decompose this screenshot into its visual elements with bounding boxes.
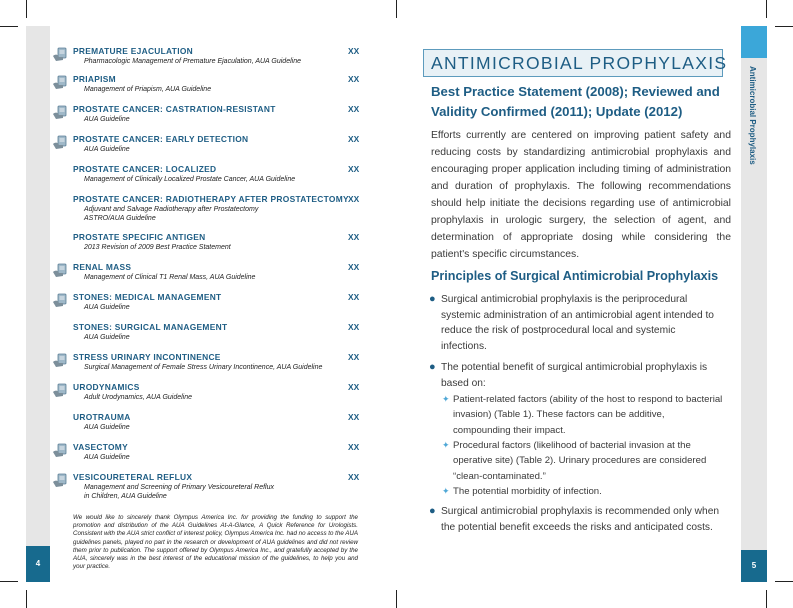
toc-entry-title: PRIAPISM [73, 74, 116, 84]
toc-entry-title: PREMATURE EJACULATION [73, 46, 193, 56]
toc-entry[interactable] [50, 382, 360, 402]
toc-entry-subtitle: AUA Guideline [84, 116, 130, 123]
guideline-icon [52, 135, 68, 151]
bullet-text: Surgical antimicrobial prophylaxis is recommended only when the potential benefit exceeds the risks and anticipated costs. [441, 506, 720, 533]
toc-entry-page: XX [348, 472, 360, 482]
crop-mark [766, 0, 767, 18]
guideline-icon [52, 383, 68, 399]
crop-mark [0, 26, 18, 27]
bullet-text: The potential benefit of surgical antimicrobial prophylaxis is based on: [441, 362, 708, 389]
toc-entry[interactable] [50, 292, 360, 312]
right-page-number: 5 [741, 550, 767, 582]
guideline-icon [52, 293, 68, 309]
crop-mark [0, 581, 18, 582]
crop-mark [766, 590, 767, 608]
sub-bullet-text: Procedural factors (likelihood of bacterial invasion at the operative site) (Table 2). Urinary procedures are considered “clean-contaminated.” [453, 440, 707, 482]
toc-entry-title: VASECTOMY [73, 442, 128, 452]
toc-entry-page: XX [348, 134, 360, 144]
toc-entry-title: UROTRAUMA [73, 412, 131, 422]
toc-entry[interactable] [50, 472, 360, 501]
toc-entry[interactable] [50, 164, 360, 184]
toc-entry-subtitle: Management and Screening of Primary Vesicoureteral Reflux [84, 484, 275, 491]
toc-entry[interactable] [50, 262, 360, 282]
crop-mark [775, 26, 793, 27]
toc-entry-title: STRESS URINARY INCONTINENCE [73, 352, 221, 362]
section-tab-label: Antimicrobial Prophylaxis [748, 66, 757, 165]
sub-bullet-text: The potential morbidity of infection. [453, 486, 602, 497]
toc-entry-subtitle: 2013 Revision of 2009 Best Practice Statement [84, 244, 231, 251]
toc-entry[interactable] [50, 412, 360, 432]
toc-entry-page: XX [348, 292, 360, 302]
toc-entry-title: RENAL MASS [73, 262, 132, 272]
toc-entry-page: XX [348, 382, 360, 392]
toc-entry-subtitle: AUA Guideline [84, 454, 130, 461]
sub-bullet-item [442, 438, 723, 484]
toc-entry-subtitle: Adult Urodynamics, AUA Guideline [84, 394, 193, 401]
left-page-number: 4 [26, 546, 50, 582]
bullet-dot-icon: ● [429, 293, 436, 305]
toc-entry[interactable] [50, 352, 360, 372]
sub-bullet-plus-icon: ✦ [442, 440, 450, 450]
toc-entry[interactable] [50, 74, 360, 94]
toc-entry-page: XX [348, 262, 360, 272]
toc-entry-subtitle: AUA Guideline [84, 334, 130, 341]
statement-heading: Best Practice Statement (2008); Reviewed and Validity Confirmed (2011); Update (2012) [431, 84, 720, 119]
left-margin-strip [26, 26, 50, 582]
toc-entry-title: PROSTATE CANCER: CASTRATION-RESISTANT [73, 104, 276, 114]
guideline-icon [52, 473, 68, 489]
toc-entry-subtitle: Management of Clinically Localized Prostate Cancer, AUA Guideline [84, 176, 296, 183]
toc-entry[interactable] [50, 322, 360, 342]
toc-entry-title: URODYNAMICS [73, 382, 140, 392]
intro-paragraph: Efforts currently are centered on improving patient safety and reducing costs by standardizing antimicrobial prophylaxis and encouraging proper application including timing of administration and duration of prophylaxis. The following recommendations should help initiate the decisions regarding use of antimicrobial prophylaxis in urologic surgery, the selection of agent, and determination of appropriate dosing while considering the patient's specific circumstances. [431, 130, 731, 260]
toc-entry[interactable] [50, 232, 360, 252]
toc-entry-title: PROSTATE CANCER: LOCALIZED [73, 164, 217, 174]
acknowledgement-text: We would like to sincerely thank Olympus America Inc. for providing the funding to support the promotion and distribution of the AUA Guidelines At-A-Glance, A Quick Reference for Urologists. Consistent with the AUA strict conflict of interest policy, Olympus America Inc. had no access to the AUA guidelines panels, played no part in the research or development of AUA guidelines and did not review them prior to publication. The support offered by Olympus America Inc., and gratefully accepted by the AUA, sincerely was in the best interest of the educational mission of the guidelines, to help you and your practice. [73, 514, 358, 571]
guideline-icon [52, 75, 68, 91]
toc-entry-subtitle: Pharmacologic Management of Premature Ejaculation, AUA Guideline [84, 58, 301, 65]
sub-bullet-plus-icon: ✦ [442, 486, 450, 496]
toc-entry-subtitle: Surgical Management of Female Stress Urinary Incontinence, AUA Guideline [84, 364, 323, 371]
sub-bullet-plus-icon: ✦ [442, 394, 450, 404]
bullet-item [429, 360, 721, 391]
toc-entry[interactable] [50, 104, 360, 124]
crop-mark [775, 581, 793, 582]
sub-bullet-text: Patient-related factors (ability of the host to respond to bacterial invasion) (Table 1). These factors can be additive, compounding their impact. [453, 394, 723, 436]
toc-entry-title: PROSTATE SPECIFIC ANTIGEN [73, 232, 206, 242]
toc-entry-page: XX [348, 412, 360, 422]
toc-entry-subtitle: AUA Guideline [84, 146, 130, 153]
toc-entry-page: XX [348, 442, 360, 452]
guideline-icon [52, 353, 68, 369]
principles-heading: Principles of Surgical Antimicrobial Prophylaxis [431, 269, 719, 283]
toc-entry-page: XX [348, 322, 360, 332]
toc-entry-title: STONES: MEDICAL MANAGEMENT [73, 292, 222, 302]
crop-mark [26, 0, 27, 18]
toc-entry-page: XX [348, 104, 360, 114]
toc-entry-subtitle: Management of Priapism, AUA Guideline [84, 86, 212, 93]
toc-entry-title: VESICOURETERAL REFLUX [73, 472, 193, 482]
guideline-icon [52, 263, 68, 279]
toc-entry-title: PROSTATE CANCER: EARLY DETECTION [73, 134, 249, 144]
toc-entry-subtitle: Management of Clinical T1 Renal Mass, AUA Guideline [84, 274, 256, 281]
guideline-icon [52, 47, 68, 63]
toc-entry[interactable] [50, 46, 360, 66]
toc-entry[interactable] [50, 442, 360, 462]
toc-entry[interactable] [50, 134, 360, 154]
bullet-dot-icon: ● [429, 361, 436, 373]
toc-entry-page: XX [348, 46, 360, 56]
guideline-icon [52, 443, 68, 459]
sub-bullet-item [442, 392, 723, 438]
bullet-text: Surgical antimicrobial prophylaxis is the periprocedural systemic administration of an antimicrobial agent intended to reduce the risk of postprocedural local and systemic infections. [441, 294, 714, 352]
toc-entry-title: PROSTATE CANCER: RADIOTHERAPY AFTER PROSTATECTOMY [73, 194, 349, 204]
bullet-dot-icon: ● [429, 505, 436, 517]
toc-entry-title: STONES: SURGICAL MANAGEMENT [73, 322, 228, 332]
crop-mark [396, 590, 397, 608]
toc-entry-subtitle: ASTRO/AUA Guideline [84, 215, 156, 222]
toc-entry[interactable] [50, 194, 360, 223]
toc-entry-subtitle: Adjuvant and Salvage Radiotherapy after Prostatectomy [84, 206, 259, 213]
crop-mark [26, 590, 27, 608]
crop-mark [396, 0, 397, 18]
toc-entry-page: XX [348, 164, 360, 174]
section-tab-marker [741, 26, 767, 58]
toc-entry-subtitle: in Children, AUA Guideline [84, 493, 167, 500]
page-title: ANTIMICROBIAL PROPHYLAXIS [431, 53, 728, 73]
toc-entry-subtitle: AUA Guideline [84, 304, 130, 311]
toc-entry-page: XX [348, 352, 360, 362]
toc-entry-subtitle: AUA Guideline [84, 424, 130, 431]
bullet-item [429, 292, 721, 354]
sub-bullet-item [442, 484, 723, 499]
toc-entry-page: XX [348, 232, 360, 242]
bullet-item [429, 504, 721, 535]
toc-entry-page: XX [348, 194, 360, 204]
guideline-icon [52, 105, 68, 121]
toc-entry-page: XX [348, 74, 360, 84]
